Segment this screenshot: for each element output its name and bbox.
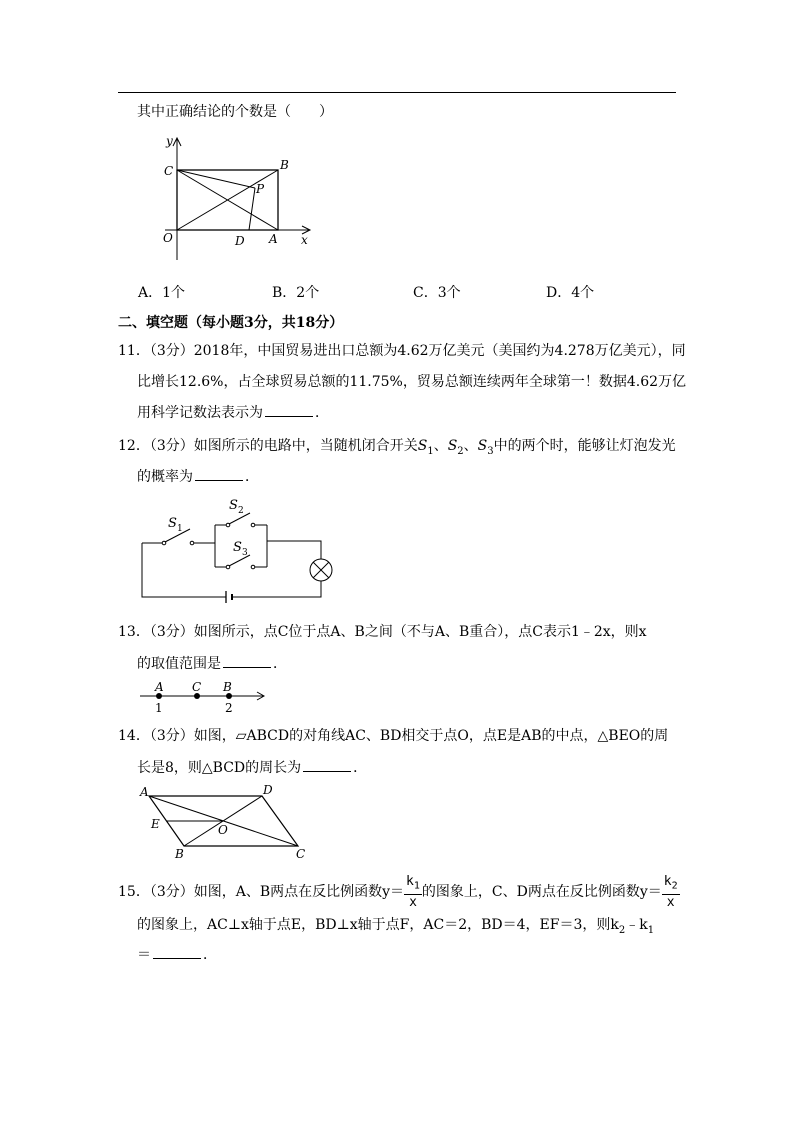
q12-line2: 的概率为 ．	[137, 469, 259, 485]
label-B: B	[175, 847, 184, 861]
label-E: E	[151, 817, 160, 831]
q11-line1: 11．（3分）2018年，中国贸易进出口总额为4.62万亿美元（美国约为4.278万亿美元），同	[118, 343, 686, 359]
label-1: 1	[155, 701, 163, 715]
q13-line1: 13．（3分）如图所示，点C位于点A、B之间（不与A、B重合），点C表示1﹣2x，则x	[118, 624, 647, 640]
label-C: C	[164, 164, 174, 178]
label-D: D	[235, 234, 245, 248]
header-rule	[118, 92, 676, 93]
label-S1: S	[168, 516, 177, 531]
q15-line1: 15．（3分）如图，A、B两点在反比例函数y＝ $\frac{k_1}{x}$ 的图象上，C、D两点在反比例函数y＝ $\frac{k_2}{x}$	[118, 874, 678, 910]
answer-blank	[195, 468, 243, 481]
answer-blank	[153, 946, 201, 959]
q10-option-d: D．4个	[546, 285, 595, 301]
q13-line2: 的取值范围是 ．	[137, 656, 287, 672]
label-C: C	[192, 680, 202, 694]
label-C: C	[296, 847, 306, 861]
label-P: P	[256, 182, 265, 196]
label-A: A	[155, 680, 164, 694]
label-B: B	[223, 680, 232, 694]
label-O: O	[218, 823, 228, 837]
svg-text:1: 1	[177, 524, 183, 534]
answer-blank	[265, 404, 313, 417]
q11-line2: 比增长12.6%，占全球贸易总额的11.75%，贸易总额连续两年全球第一！数据4.62万亿	[137, 374, 687, 390]
q10-option-c: C．3个	[413, 285, 461, 301]
q11-line3: 用科学记数法表示为 ．	[137, 405, 329, 421]
label-2: 2	[225, 701, 233, 715]
label-A: A	[140, 785, 149, 799]
q12-line1: 12．（3分）如图所示的电路中，当随机闭合开关$S_1$、$S_2$、$S_3$中的两个时，能够让灯泡发光	[118, 438, 676, 457]
answer-blank	[223, 655, 271, 668]
q10-option-b: B．2个	[272, 285, 320, 301]
q10-stem-tail: 其中正确结论的个数是（ ）	[137, 104, 333, 120]
label-S2: S	[229, 498, 238, 513]
q15-line3: ＝ ．	[137, 947, 217, 963]
label-A: A	[269, 232, 278, 246]
answer-blank	[303, 759, 351, 772]
number-line-figure	[138, 680, 273, 715]
fraction-k1-over-x: $\frac{k_1}{x}$	[406, 874, 420, 910]
svg-text:2: 2	[238, 506, 244, 516]
label-O: O	[163, 231, 173, 245]
section-heading: 二、填空题（每小题3分，共18分）	[118, 315, 344, 331]
q15-line2: 的图象上，AC⊥x轴于点E，BD⊥x轴于点F，AC＝2，BD＝4，EF＝3，则$k_2﹣k_1$	[137, 917, 655, 936]
q10-figure	[160, 130, 320, 265]
label-D: D	[263, 783, 273, 797]
q14-line1: 14．（3分）如图，▱ABCD的对角线AC、BD相交于点O，点E是AB的中点，△BEO的周	[118, 728, 669, 744]
svg-text:3: 3	[242, 548, 248, 558]
label-x: x	[301, 233, 308, 247]
fraction-k2-over-x: $\frac{k_2}{x}$	[663, 874, 678, 910]
label-y: y	[166, 134, 173, 148]
circuit-figure	[138, 495, 338, 610]
label-S3: S	[233, 540, 242, 555]
q14-line2: 长是8，则△BCD的周长为 ．	[137, 760, 368, 776]
q10-option-a: A．1个	[138, 285, 186, 301]
label-B: B	[280, 158, 289, 172]
parallelogram-figure	[138, 783, 313, 863]
